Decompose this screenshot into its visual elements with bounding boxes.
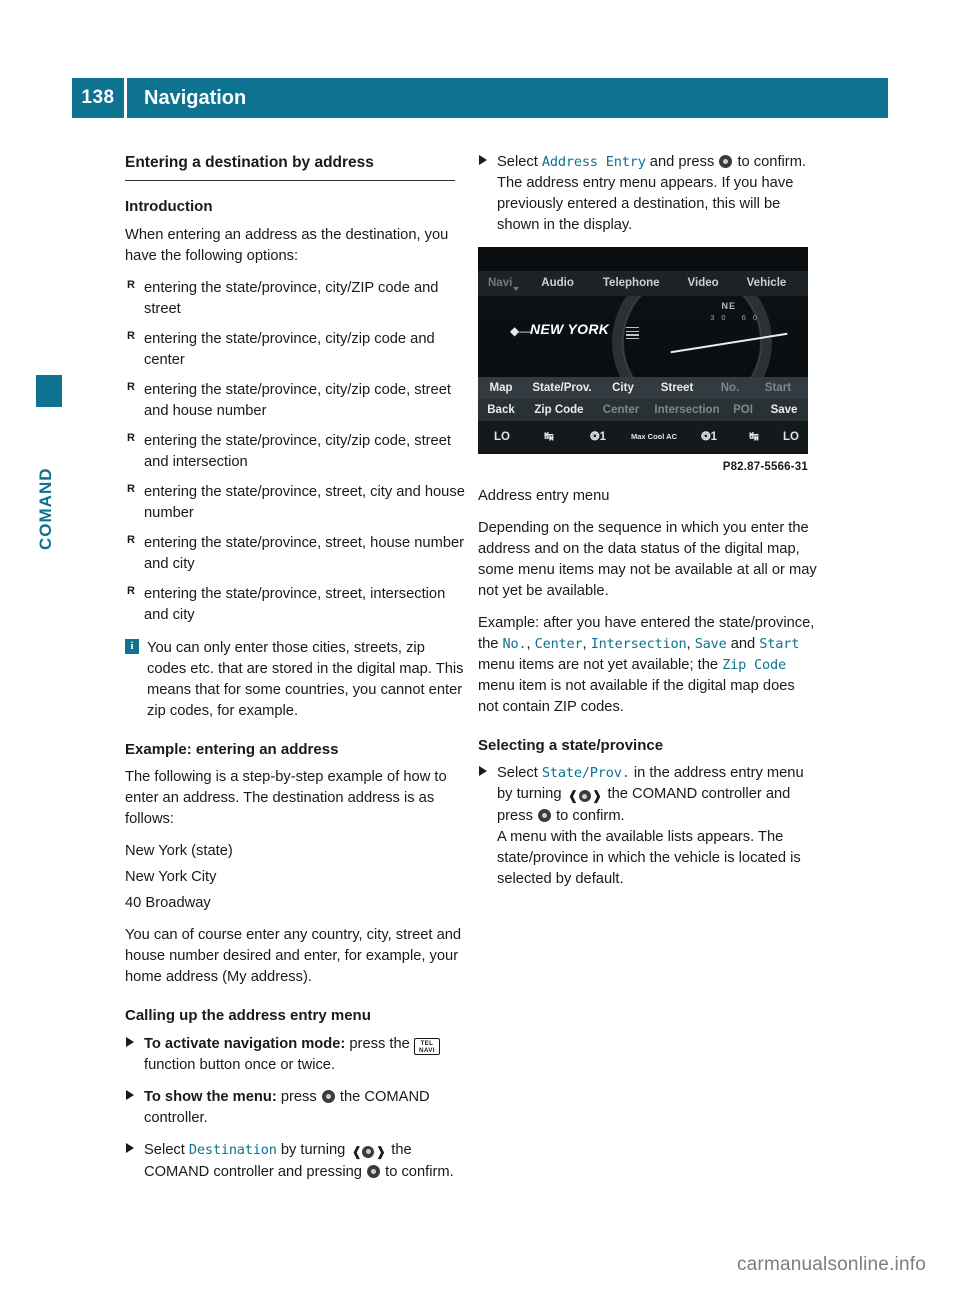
- menu-item-start: Start: [759, 635, 800, 652]
- compass-tick-labels: 30 60: [710, 313, 764, 323]
- step-body-text: The address entry menu appears. If you have previously entered a destination, this will be shown in the display.: [497, 175, 794, 234]
- menu-item-state-prov: State/Prov.: [541, 765, 630, 782]
- airflow-left-icon: ↹: [544, 431, 554, 444]
- list-item: R entering the state/province, street, house number and city: [125, 533, 465, 575]
- step-arrow-icon: [479, 766, 487, 776]
- step-arrow-icon: [479, 155, 487, 165]
- step-text: the COMAND controller and press: [497, 786, 791, 824]
- climate-temp-left: LO: [494, 431, 510, 444]
- example-availability-paragraph: [478, 613, 818, 718]
- menu-item-save: Save: [694, 635, 727, 652]
- figure-code: P82.87-5566-31: [722, 461, 808, 474]
- step-body-text: A menu with the available lists appears. The state/province in which the vehicle is located is selected by default.: [497, 828, 801, 887]
- menu-item-destination: Destination: [188, 1141, 277, 1158]
- step-text: Select: [497, 154, 542, 170]
- right-column: [478, 152, 818, 901]
- screen-button-street[interactable]: Street: [660, 381, 694, 394]
- fan-right: ❂1: [700, 431, 718, 444]
- step-text: in the address entry menu by turning: [497, 765, 804, 803]
- screen-map-area: [478, 296, 808, 377]
- list-item: R entering the state/province, street, city and house number: [125, 482, 465, 524]
- screen-button-zip-code[interactable]: Zip Code: [534, 403, 584, 416]
- text-part: ,: [582, 635, 591, 652]
- compass-inner-ring-icon: [622, 296, 762, 377]
- climate-temp-right: LO: [783, 431, 799, 444]
- step-item: [125, 1034, 465, 1076]
- text-part: Example: after you have entered the state/province, the: [478, 614, 815, 652]
- map-list-icon: [626, 327, 639, 341]
- screen-button-no[interactable]: No.: [720, 381, 740, 394]
- steps-list-right: [478, 152, 818, 236]
- menu-item-zip-code: Zip Code: [722, 656, 786, 673]
- comand-turn-icon: ❰ ❱: [567, 788, 602, 804]
- screen-button-poi[interactable]: POI: [733, 403, 753, 416]
- options-list: [125, 278, 465, 626]
- step-text-after: the COMAND controller.: [144, 1088, 430, 1126]
- page-title: Navigation: [124, 78, 888, 118]
- screen-menu-audio: Audio: [541, 277, 574, 290]
- text-part: ,: [526, 635, 535, 652]
- text-part: ,: [686, 635, 695, 652]
- step-text: the COMAND controller and pressing: [144, 1141, 412, 1180]
- screen-button-intersection[interactable]: Intersection: [654, 403, 720, 416]
- step-arrow-icon: [126, 1143, 134, 1153]
- max-cool-line1: Max Cool: [631, 432, 665, 442]
- screen-menu-vehicle: Vehicle: [746, 277, 787, 290]
- selecting-state-heading: Selecting a state/province: [478, 736, 664, 754]
- max-cool-line2: AC: [666, 432, 677, 442]
- menu-item-intersection: Intersection: [590, 635, 687, 652]
- text-part: menu items are not yet available; the: [478, 656, 723, 673]
- list-item: R entering the state/province, city/zip code, street and house number: [125, 380, 465, 422]
- step-text: press: [276, 1088, 321, 1105]
- page-header: [72, 78, 888, 118]
- screen-button-state-prov[interactable]: State/Prov.: [532, 381, 592, 394]
- airflow-right-icon: ↹: [749, 431, 759, 444]
- screen-row-primary: [478, 377, 808, 399]
- info-icon: i: [125, 639, 139, 654]
- text-part: menu item is not available if the digital map does not contain ZIP codes.: [478, 677, 795, 715]
- screen-button-back[interactable]: Back: [487, 403, 515, 416]
- screen-menu-bar: [478, 271, 808, 296]
- step-arrow-icon: [126, 1037, 134, 1047]
- example-text: The following is a step-by-step example of how to enter an address. The destination address is as follows:: [125, 769, 447, 828]
- step-text-after: to confirm.: [733, 154, 807, 170]
- comand-screen-figure: [478, 247, 808, 506]
- list-item: R entering the state/province, city/zip code and center: [125, 329, 465, 371]
- selecting-steps-list: [478, 763, 818, 890]
- vehicle-position-icon: ◆—: [510, 324, 532, 339]
- screen-button-center[interactable]: Center: [602, 403, 640, 416]
- steps-list: [125, 1034, 465, 1183]
- step-item: [125, 1140, 465, 1183]
- comand-press-icon: [538, 809, 551, 822]
- step-text-after: to confirm.: [552, 807, 625, 824]
- menu-item-no: No.: [502, 635, 527, 652]
- step-text: Select: [144, 1141, 189, 1158]
- introduction-heading: Introduction: [125, 198, 213, 216]
- screen-button-city[interactable]: City: [612, 381, 634, 394]
- info-note: [125, 638, 465, 722]
- example-heading: Example: entering an address: [125, 740, 339, 758]
- map-city-label: NEW YORK: [530, 321, 610, 338]
- step-bold-lead: To activate navigation mode:: [144, 1035, 346, 1052]
- screen-button-map[interactable]: Map: [489, 381, 513, 394]
- section-title: Entering a destination by address: [125, 152, 455, 181]
- introduction-text: When entering an address as the destination, you have the following options:: [125, 226, 449, 264]
- example-line: 40 Broadway: [125, 895, 211, 912]
- step-text-after: function button once or twice.: [144, 1056, 336, 1073]
- screen-menu-video: Video: [687, 277, 719, 290]
- list-item: R entering the state/province, city/ZIP code and street: [125, 278, 465, 320]
- figure-caption: Address entry menu: [478, 487, 610, 504]
- step-bold-lead: To show the menu:: [144, 1088, 277, 1105]
- comand-press-icon: [322, 1090, 335, 1103]
- text-part: and: [726, 635, 760, 652]
- comand-press-icon: [367, 1165, 380, 1178]
- screen-button-save[interactable]: Save: [770, 403, 798, 416]
- fan-right-level: 1: [710, 431, 718, 444]
- step-text: Select: [497, 765, 542, 782]
- step-item: [478, 763, 818, 890]
- example-line: New York (state): [125, 843, 233, 860]
- watermark: carmanualsonline.info: [736, 1254, 926, 1275]
- screen-menu-telephone: Telephone: [602, 277, 660, 290]
- comand-screen: [478, 247, 808, 454]
- comand-turn-icon: ❰ ❱: [351, 1143, 386, 1159]
- example-note: You can of course enter any country, city, street and house number desired and enter, for example, your home address (My address).: [125, 927, 462, 986]
- step-text: press the: [345, 1035, 414, 1052]
- step-item: [478, 152, 818, 236]
- tel-navi-line2: NAVI: [419, 1046, 435, 1054]
- fan-left-level: 1: [599, 431, 607, 444]
- info-note-text: You can only enter those cities, streets, zip codes etc. that are stored in the digital map. This means that for some countries, you cannot enter zip codes, for example.: [147, 639, 464, 719]
- tel-navi-button-icon: [414, 1038, 440, 1055]
- tel-navi-line1: TEL: [420, 1039, 434, 1047]
- screen-climate-bar: [478, 421, 808, 454]
- fan-left: ❂1: [589, 431, 607, 444]
- step-arrow-icon: [126, 1090, 134, 1100]
- example-line: New York City: [125, 869, 217, 886]
- step-text-after: to confirm.: [381, 1163, 454, 1180]
- screen-button-start[interactable]: Start: [764, 381, 792, 394]
- chapter-tab-label: COMAND: [36, 467, 55, 550]
- list-item: R entering the state/province, city/zip code, street and intersection: [125, 431, 465, 473]
- comand-press-icon: [719, 155, 732, 168]
- availability-text: Depending on the sequence in which you enter the address and on the data status of the digital map, some menu items may not be available at all or may not yet be available.: [478, 519, 817, 599]
- step-text: and press: [645, 154, 719, 170]
- step-item: [125, 1087, 465, 1129]
- menu-item-address-entry: Address Entry: [541, 154, 646, 170]
- screen-row-secondary: [478, 399, 808, 421]
- list-item: R entering the state/province, street, intersection and city: [125, 584, 465, 626]
- left-column: [125, 152, 465, 1194]
- max-cool-ac-label: [624, 433, 684, 442]
- step-text: by turning: [276, 1141, 350, 1158]
- compass-direction-label: NE: [721, 301, 736, 312]
- chapter-tab-marker: [36, 375, 62, 407]
- screen-menu-navi: Navi: [488, 275, 512, 291]
- page-number: 138: [72, 78, 124, 118]
- menu-item-center: Center: [534, 635, 583, 652]
- calling-menu-heading: Calling up the address entry menu: [125, 1007, 371, 1025]
